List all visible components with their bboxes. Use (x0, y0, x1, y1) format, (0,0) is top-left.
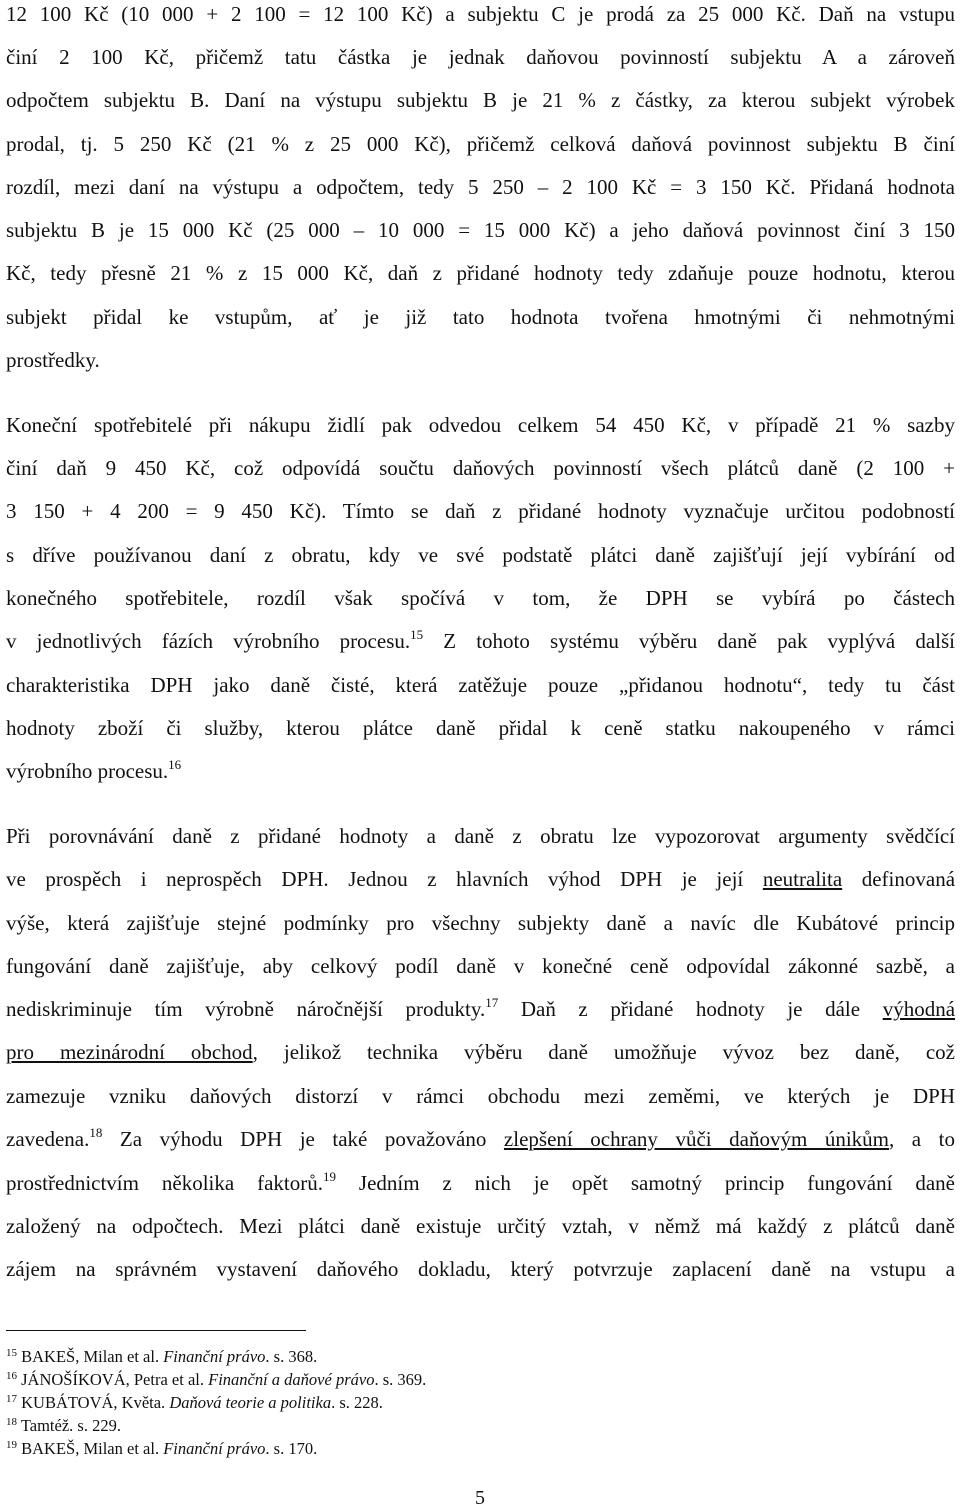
page-number: 5 (475, 1487, 485, 1509)
footnote-17 (6, 1393, 383, 1415)
footnote-text: BAKEŠ, Milan et al. (21, 1347, 164, 1366)
text-line: činí 2 100 Kč, přičemž tatu částka je jednak daňovou povinností subjektu A a zároveň (6, 45, 955, 69)
text-span: výrobního procesu. (6, 759, 169, 783)
footnote-text: BAKEŠ, Milan et al. (21, 1439, 164, 1458)
footnote-ref-16[interactable]: 16 (168, 757, 182, 772)
text-line: 12 100 Kč (10 000 + 2 100 = 12 100 Kč) a subjektu C je prodá za 25 000 Kč. Daň na vstupu (6, 2, 955, 26)
footnote-text: KUBÁTOVÁ, Květa. (21, 1393, 170, 1412)
text-line: Koneční spotřebitelé při nákupu židlí pak odvedou celkem 54 450 Kč, v případě 21 % sazby (6, 413, 955, 437)
text-line: subjektu B je 15 000 Kč (25 000 – 10 000 = 15 000 Kč) a jeho daňová povinnost činí 3 150 (6, 218, 955, 242)
footnote-16 (6, 1370, 426, 1392)
text-line: hodnoty zboží či služby, kterou plátce daně přidal k ceně statku nakoupeného v rámci (6, 716, 955, 740)
footnote-tail: . s. 228. (331, 1393, 383, 1412)
text-line: prostředky. (6, 348, 100, 372)
text-line: prodal, tj. 5 250 Kč (21 % z 25 000 Kč), přičemž celková daňová povinnost subjektu B činí (6, 132, 955, 156)
text-line: odpočtem subjektu B. Daní na výstupu subjektu B je 21 % z částky, za kterou subjekt výrobek (6, 88, 955, 112)
footnote-ref-15[interactable]: 15 (410, 627, 424, 642)
text-line (6, 997, 955, 1024)
text-line: založený na odpočtech. Mezi plátci daně existuje určitý vztah, v němž má každý z plátců daně (6, 1214, 955, 1238)
text-line: fungování daně zajišťuje, aby celkový podíl daně v konečné ceně odpovídal zákonné sazbě, a (6, 954, 955, 978)
text-span: Daň z přidané hodnoty je dále (520, 997, 861, 1021)
text-span: Za výhodu DPH je také považováno (119, 1127, 487, 1151)
text-line: zájem na správném vystavení daňového dokladu, který potvrzuje zaplacení daně na vstupu a (6, 1257, 955, 1281)
underlined-term-vyhodna: výhodná (882, 997, 956, 1021)
footnote-title: Finanční a daňové právo (208, 1370, 375, 1389)
underlined-term-ochrana: zlepšení ochrany vůči daňovým únikům (503, 1127, 890, 1151)
text-span: , jelikož technika výběru daně umožňuje vývoz bez daně, což (252, 1040, 955, 1064)
text-span: prostřednictvím několika faktorů. (6, 1171, 323, 1195)
footnote-ref-19[interactable]: 19 (322, 1169, 336, 1184)
text-line (6, 759, 955, 786)
footnote-tail: . s. 368. (265, 1347, 318, 1366)
text-span: , a to (889, 1127, 956, 1151)
footnote-title: Finanční právo (163, 1347, 266, 1366)
text-line: Při porovnávání daně z přidané hodnoty a daně z obratu lze vypozorovat argumenty svědčící (6, 824, 955, 848)
text-line: s dříve používanou daní z obratu, kdy ve své podstatě plátci daně zajišťují její vybírání od (6, 543, 955, 567)
text-line (6, 1040, 955, 1064)
footnote-title: Finanční právo (163, 1439, 266, 1458)
text-line: činí daň 9 450 Kč, což odpovídá součtu daňových povinností všech plátců daně (2 100 + (6, 456, 955, 480)
text-line (6, 1127, 955, 1154)
text-span: zavedena. (6, 1127, 90, 1151)
footnote-ref-18[interactable]: 18 (89, 1125, 103, 1140)
text-line: zamezuje vzniku daňových distorzí v rámci obchodu mezi zeměmi, ve kterých je DPH (6, 1084, 955, 1108)
text-line: rozdíl, mezi daní na výstupu a odpočtem, tedy 5 250 – 2 100 Kč = 3 150 Kč. Přidaná hodnota (6, 175, 955, 199)
footnote-number: 19 (6, 1439, 17, 1451)
footnote-18 (6, 1416, 121, 1438)
footnote-ref-17[interactable]: 17 (485, 995, 499, 1010)
text-line (6, 1171, 955, 1198)
footnote-number: 17 (6, 1393, 17, 1405)
text-span: ve prospěch i neprospěch DPH. Jednou z hlavních výhod DPH je její (6, 867, 744, 891)
footnote-tail: . s. 170. (265, 1439, 318, 1458)
text-line: výše, která zajišťuje stejné podmínky pro všechny subjekty daně a navíc dle Kubátové princip (6, 911, 955, 935)
text-span: Z tohoto systému výběru daně pak vyplývá další (443, 629, 955, 653)
text-span: nediskriminuje tím výrobně náročnější produkty. (6, 997, 486, 1021)
text-line (6, 629, 955, 656)
footnote-separator (6, 1330, 306, 1331)
text-line: konečného spotřebitele, rozdíl však spočívá v tom, že DPH se vybírá po částech (6, 586, 955, 610)
text-line: charakteristika DPH jako daně čisté, která zatěžuje pouze „přidanou hodnotu“, tedy tu část (6, 673, 955, 697)
underlined-term-neutralita: neutralita (762, 867, 843, 891)
text-span: Jedním z nich je opět samotný princip fungování daně (358, 1171, 955, 1195)
text-line: Kč, tedy přesně 21 % z 15 000 Kč, daň z přidané hodnoty tedy zdaňuje pouze hodnotu, kterou (6, 261, 955, 285)
footnote-title: Daňová teorie a politika (169, 1393, 332, 1412)
footnote-number: 15 (6, 1347, 17, 1359)
text-line: subjekt přidal ke vstupům, ať je již tato hodnota tvořena hmotnými či nehmotnými (6, 305, 955, 329)
underlined-term-mezinarodni-obchod: pro mezinárodní obchod (6, 1040, 253, 1064)
footnote-text: JÁNOŠÍKOVÁ, Petra et al. (21, 1370, 209, 1389)
text-line (6, 867, 955, 891)
footnote-19 (6, 1439, 317, 1461)
text-span: definovaná (861, 867, 956, 891)
footnote-text: Tamtéž. s. 229. (20, 1416, 121, 1435)
text-line: 3 150 + 4 200 = 9 450 Kč). Tímto se daň z přidané hodnoty vyznačuje určitou podobností (6, 499, 955, 523)
footnote-number: 16 (6, 1370, 17, 1382)
footnote-tail: . s. 369. (374, 1370, 427, 1389)
footnote-15 (6, 1347, 317, 1369)
text-span: v jednotlivých fázích výrobního procesu. (6, 629, 411, 653)
footnote-number: 18 (6, 1416, 17, 1428)
